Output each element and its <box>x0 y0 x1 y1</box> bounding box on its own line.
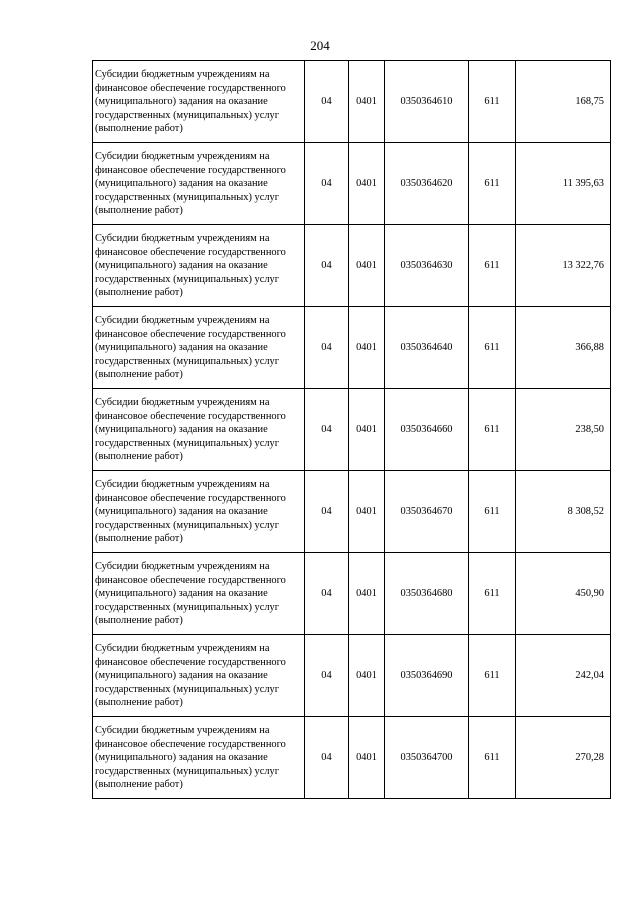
row-expense-type: 611 <box>469 143 516 225</box>
row-subsection: 0401 <box>349 143 385 225</box>
page-number: 204 <box>310 38 330 53</box>
row-section: 04 <box>305 553 349 635</box>
row-amount: 238,50 <box>516 389 611 471</box>
row-amount: 242,04 <box>516 635 611 717</box>
table-row <box>93 635 611 717</box>
row-description: Субсидии бюджетным учреждениям на финансовое обеспечение государственного (муниципального) задания на оказание государственных (муниципальных) услуг (выполнение работ) <box>93 307 305 389</box>
row-description: Субсидии бюджетным учреждениям на финансовое обеспечение государственного (муниципального) задания на оказание государственных (муниципальных) услуг (выполнение работ) <box>93 225 305 307</box>
row-subsection: 0401 <box>349 225 385 307</box>
row-section: 04 <box>305 389 349 471</box>
table-row <box>93 225 611 307</box>
budget-table <box>92 60 611 799</box>
row-subsection: 0401 <box>349 553 385 635</box>
row-expense-type: 611 <box>469 307 516 389</box>
table-row <box>93 471 611 553</box>
row-amount: 8 308,52 <box>516 471 611 553</box>
row-subsection: 0401 <box>349 717 385 799</box>
row-expense-type: 611 <box>469 635 516 717</box>
row-target-code: 0350364620 <box>385 143 469 225</box>
row-description: Субсидии бюджетным учреждениям на финансовое обеспечение государственного (муниципального) задания на оказание государственных (муниципальных) услуг (выполнение работ) <box>93 471 305 553</box>
row-section: 04 <box>305 635 349 717</box>
row-expense-type: 611 <box>469 61 516 143</box>
row-subsection: 0401 <box>349 635 385 717</box>
row-section: 04 <box>305 61 349 143</box>
table-row <box>93 307 611 389</box>
row-description: Субсидии бюджетным учреждениям на финансовое обеспечение государственного (муниципального) задания на оказание государственных (муниципальных) услуг (выполнение работ) <box>93 61 305 143</box>
row-section: 04 <box>305 471 349 553</box>
row-amount: 366,88 <box>516 307 611 389</box>
table-row <box>93 389 611 471</box>
table-row <box>93 61 611 143</box>
row-target-code: 0350364680 <box>385 553 469 635</box>
row-target-code: 0350364640 <box>385 307 469 389</box>
row-subsection: 0401 <box>349 389 385 471</box>
row-target-code: 0350364700 <box>385 717 469 799</box>
table-row <box>93 143 611 225</box>
row-description: Субсидии бюджетным учреждениям на финансовое обеспечение государственного (муниципального) задания на оказание государственных (муниципальных) услуг (выполнение работ) <box>93 143 305 225</box>
row-description: Субсидии бюджетным учреждениям на финансовое обеспечение государственного (муниципального) задания на оказание государственных (муниципальных) услуг (выполнение работ) <box>93 717 305 799</box>
row-target-code: 0350364610 <box>385 61 469 143</box>
row-target-code: 0350364660 <box>385 389 469 471</box>
row-amount: 13 322,76 <box>516 225 611 307</box>
row-subsection: 0401 <box>349 61 385 143</box>
table-row <box>93 717 611 799</box>
row-expense-type: 611 <box>469 717 516 799</box>
row-section: 04 <box>305 225 349 307</box>
row-expense-type: 611 <box>469 553 516 635</box>
row-target-code: 0350364630 <box>385 225 469 307</box>
row-section: 04 <box>305 307 349 389</box>
row-amount: 450,90 <box>516 553 611 635</box>
row-section: 04 <box>305 717 349 799</box>
row-amount: 168,75 <box>516 61 611 143</box>
row-expense-type: 611 <box>469 389 516 471</box>
row-description: Субсидии бюджетным учреждениям на финансовое обеспечение государственного (муниципального) задания на оказание государственных (муниципальных) услуг (выполнение работ) <box>93 635 305 717</box>
row-amount: 11 395,63 <box>516 143 611 225</box>
row-target-code: 0350364670 <box>385 471 469 553</box>
row-target-code: 0350364690 <box>385 635 469 717</box>
row-section: 04 <box>305 143 349 225</box>
row-description: Субсидии бюджетным учреждениям на финансовое обеспечение государственного (муниципального) задания на оказание государственных (муниципальных) услуг (выполнение работ) <box>93 553 305 635</box>
row-amount: 270,28 <box>516 717 611 799</box>
row-subsection: 0401 <box>349 471 385 553</box>
row-expense-type: 611 <box>469 225 516 307</box>
row-expense-type: 611 <box>469 471 516 553</box>
row-description: Субсидии бюджетным учреждениям на финансовое обеспечение государственного (муниципального) задания на оказание государственных (муниципальных) услуг (выполнение работ) <box>93 389 305 471</box>
table-row <box>93 553 611 635</box>
row-subsection: 0401 <box>349 307 385 389</box>
